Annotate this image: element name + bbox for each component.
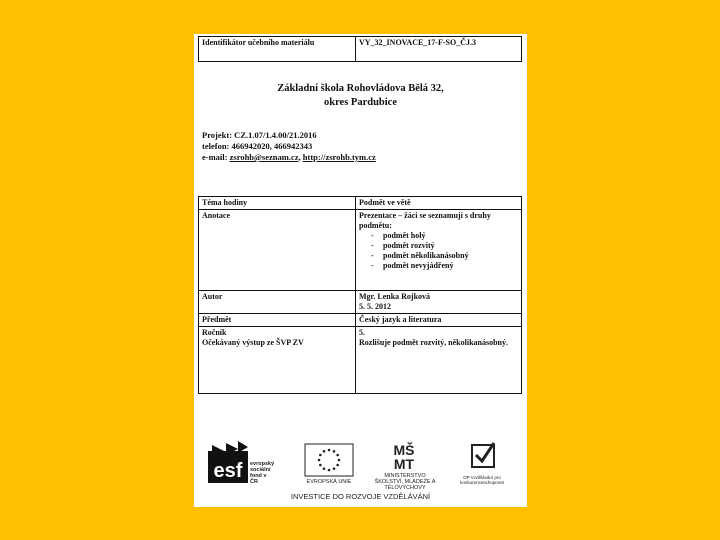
msmt-logo-text: MINISTERSTVO ŠKOLSTVÍ, MLÁDEŽE A TĚLOVÝCHOVY: [374, 473, 436, 491]
email-label: e-mail:: [202, 152, 228, 162]
author-cell: [356, 291, 522, 314]
grade-label: Ročník: [202, 328, 227, 337]
identifier-label: Identifikátor učebního materiálu: [199, 37, 356, 62]
contact-line: e-mail: zsrohb@seznam.cz, http://zsrohb.tym.cz: [202, 152, 376, 162]
outcome-label: Očekávaný výstup ze ŠVP ZV: [202, 338, 304, 347]
svg-text:MŠ: MŠ: [393, 442, 415, 458]
op-logo-text: OP Vzdělávání pro konkurenceschopnost: [460, 475, 504, 485]
svg-text:MT: MT: [393, 456, 415, 471]
grade-outcome-value-cell: [356, 327, 522, 394]
subject-value: Český jazyk a literatura: [356, 314, 522, 327]
outcome-value: Rozlišuje podmět rozvitý, několikanásobný.: [359, 338, 508, 347]
eu-star-icon: [319, 454, 322, 457]
school-line2: okres Pardubice: [323, 97, 397, 108]
topic-label: Téma hodiny: [199, 197, 356, 210]
eu-star-icon: [328, 469, 331, 472]
author-date: 5. 5. 2012: [359, 302, 391, 311]
grade-outcome-label-cell: [199, 327, 356, 394]
eu-star-icon: [336, 464, 339, 467]
eu-star-icon: [319, 464, 322, 467]
eu-flag-icon: [304, 443, 354, 477]
subject-label: Předmět: [199, 314, 356, 327]
annotation-list: [359, 231, 518, 271]
grade-value: 5.: [359, 328, 365, 337]
svg-text:esf: esf: [213, 460, 243, 482]
eu-star-icon: [333, 467, 336, 470]
annotation-label: Anotace: [199, 210, 356, 291]
project-line: Projekt: CZ.1.07/1.4.00/21.2016: [202, 130, 317, 140]
eu-star-icon: [323, 450, 326, 453]
author-label: Autor: [199, 291, 356, 314]
eu-star-icon: [336, 454, 339, 457]
annotation-item: - podmět několikanásobný: [383, 251, 518, 261]
footer-slogan: INVESTICE DO ROZVOJE VZDĚLÁVÁNÍ: [290, 492, 431, 501]
eu-star-icon: [323, 467, 326, 470]
author-name: Mgr. Lenka Rojková: [359, 292, 431, 301]
document-page: [194, 34, 527, 507]
annotation-intro: Prezentace – žáci se seznamují s druhy podmětu:: [359, 211, 491, 230]
web-link[interactable]: http://zsrohb.tym.cz: [302, 152, 376, 162]
annotation-item: - podmět rozvitý: [383, 241, 518, 251]
phone-line: telefon: 466942020, 466942343: [202, 141, 313, 151]
annotation-item: - podmět nevyjádřený: [383, 261, 518, 271]
eu-star-icon: [338, 459, 341, 462]
school-name: [194, 82, 527, 110]
school-line1: Základní škola Rohovládova Bělá 32,: [277, 83, 444, 94]
msmt-logo-icon: [384, 439, 424, 471]
eu-logo-text: EVROPSKÁ UNIE: [306, 479, 352, 485]
info-table: [198, 196, 522, 394]
annotation-cell: [356, 210, 522, 291]
eu-star-icon: [328, 449, 331, 452]
identifier-table: [198, 36, 522, 62]
identifier-value: VY_32_INOVACE_17-F-SO_ČJ.3: [356, 37, 522, 62]
esf-logo-text: evropský sociální fond v ČR: [250, 461, 275, 485]
eu-star-icon: [333, 450, 336, 453]
annotation-item: - podmět holý: [383, 231, 518, 241]
email-link[interactable]: zsrohb@seznam.cz: [229, 152, 299, 162]
project-info: [202, 130, 376, 163]
op-logo-icon: [464, 439, 500, 473]
topic-value: Podmět ve větě: [356, 197, 522, 210]
eu-star-icon: [318, 459, 321, 462]
